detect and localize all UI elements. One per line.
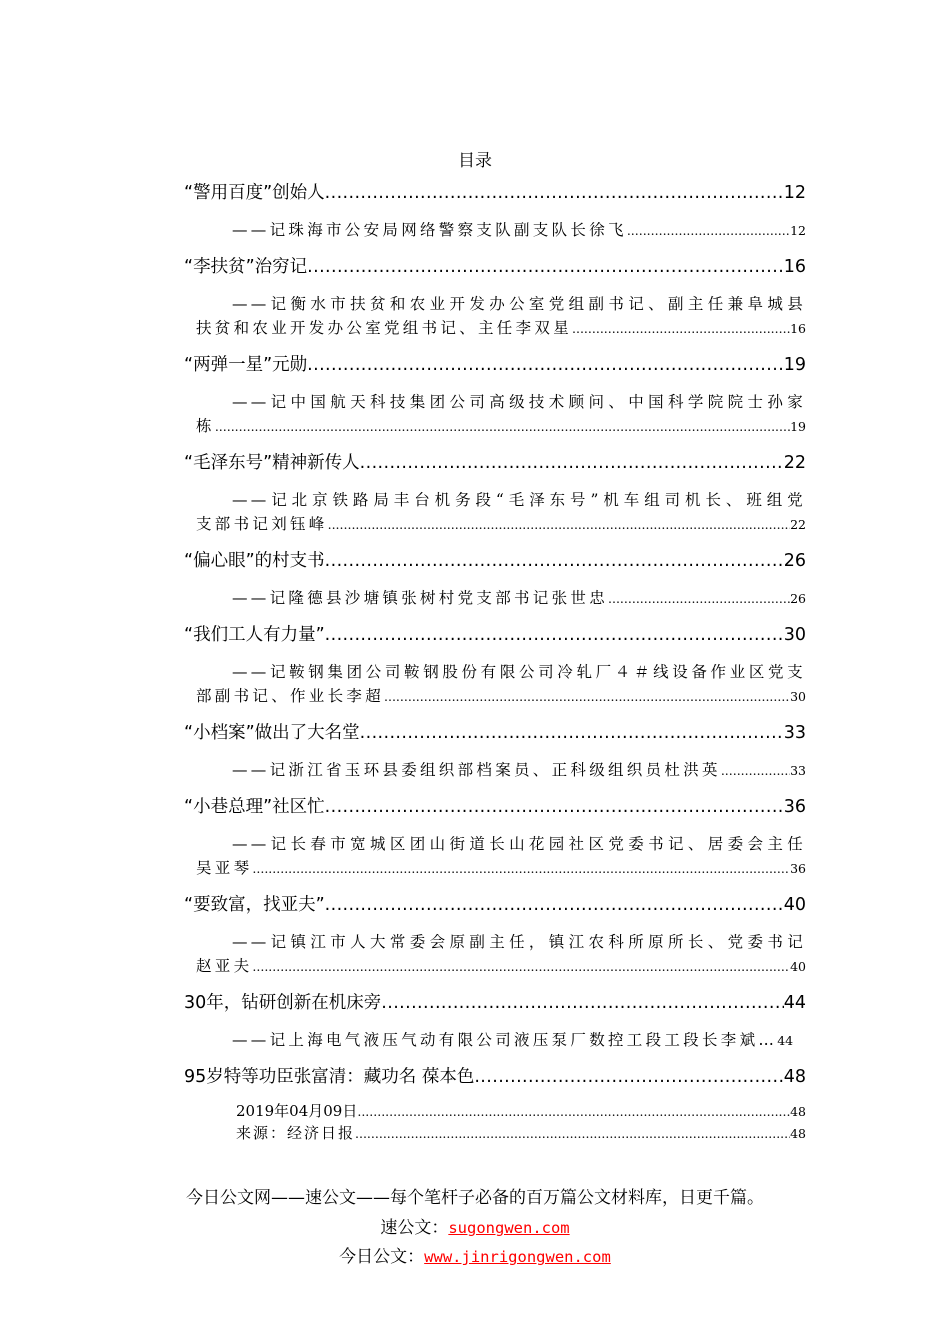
toc-entry-page: 40 — [783, 895, 806, 915]
toc-source-page: 48 — [790, 1126, 806, 1141]
toc-entry[interactable] — [184, 618, 806, 652]
toc-entry-title: “毛泽东号”精神新传人 — [184, 453, 360, 473]
toc-subentry-text-first: ——记中国航天科技集团公司高级技术顾问、中国科学院院士孙家 — [232, 393, 806, 411]
toc-source-text: 来源：经济日报 — [236, 1124, 356, 1142]
toc-entry-title: “警用百度”创始人 — [184, 183, 325, 203]
toc-subentry-page: 36 — [790, 861, 806, 876]
toc-subentry-page: 33 — [790, 763, 806, 778]
toc-entry-title: “要致富，找亚夫” — [184, 895, 325, 915]
toc-entry-title: 30年，钻研创新在机床旁 — [184, 993, 382, 1013]
toc-subentry-text: 赵亚夫 — [196, 957, 253, 975]
toc-entry-title: “小档案”做出了大名堂 — [184, 723, 360, 743]
toc-subentry-text: ——记珠海市公安局网络警察支队副支队长徐飞 — [232, 221, 627, 239]
toc-entry-page: 12 — [783, 183, 806, 203]
toc-entry-page: 16 — [783, 257, 806, 277]
toc-entry[interactable] — [184, 888, 806, 922]
toc-subentry[interactable] — [184, 284, 806, 348]
toc-entry-page: 44 — [783, 993, 806, 1013]
toc-subentry-page: 22 — [790, 517, 806, 532]
toc-subentry-page: 12 — [790, 223, 806, 238]
toc-entry[interactable] — [184, 176, 806, 210]
footer-jinrigongwen-line — [0, 1242, 950, 1267]
toc-subentry[interactable] — [184, 652, 806, 716]
toc-entry[interactable] — [184, 986, 806, 1020]
toc-entry-page: 26 — [783, 551, 806, 571]
footer-jinrigongwen-label: 今日公文： — [339, 1247, 425, 1267]
toc-subentry-text-first: ——记镇江市人大常委会原副主任，镇江农科所原所长、党委书记 — [232, 933, 806, 951]
toc-subentry-page: 16 — [790, 321, 806, 336]
jinrigongwen-link[interactable]: www.jinrigongwen.com — [424, 1248, 611, 1266]
sugongwen-link[interactable]: sugongwen.com — [448, 1219, 570, 1237]
toc-subentry[interactable] — [184, 750, 806, 790]
toc-entry[interactable] — [184, 250, 806, 284]
toc-subentry-text: ——记浙江省玉环县委组织部档案员、正科级组织员杜洪英 — [232, 761, 721, 779]
toc-entry-title: “偏心眼”的村支书 — [184, 551, 325, 571]
toc-subentry-page: 40 — [790, 959, 806, 974]
toc-entry-page: 19 — [783, 355, 806, 375]
toc-date-line[interactable] — [184, 1100, 806, 1122]
toc-subentry-text-first: ——记北京铁路局丰台机务段“毛泽东号”机车组司机长、班组党 — [232, 491, 806, 509]
footer-sugongwen-label: 速公文： — [380, 1218, 449, 1238]
toc-subentry-text: 扶贫和农业开发办公室党组书记、主任李双星 — [196, 319, 573, 337]
toc-entry-title: 95岁特等功臣张富清：藏功名 葆本色 — [184, 1067, 475, 1087]
toc-entry-title: “我们工人有力量” — [184, 625, 325, 645]
toc-subentry-text: ——记隆德县沙塘镇张树村党支部书记张世忠 — [232, 589, 609, 607]
toc-subentry[interactable] — [184, 922, 806, 986]
toc-subentry-text: 部副书记、作业长李超 — [196, 687, 385, 705]
toc-subentry-page: 26 — [790, 591, 806, 606]
toc-subentry-text-first: ——记长春市宽城区团山街道长山花园社区党委书记、居委会主任 — [232, 835, 806, 853]
toc-subentry[interactable] — [184, 210, 806, 250]
toc-subentry[interactable] — [184, 480, 806, 544]
toc-entry-page: 48 — [783, 1067, 806, 1087]
toc-entry-page: 33 — [783, 723, 806, 743]
toc-subentry-text-first: ——记鞍钢集团公司鞍钢股份有限公司冷轧厂４＃线设备作业区党支 — [232, 663, 806, 681]
toc-entry[interactable] — [184, 446, 806, 480]
toc-subentry-text: 栋 — [196, 417, 215, 435]
toc-entry-page: 22 — [783, 453, 806, 473]
toc-subentry[interactable] — [184, 824, 806, 888]
toc-entry-title: “小巷总理”社区忙 — [184, 797, 325, 817]
toc-subentry[interactable] — [184, 382, 806, 446]
toc-entry-page: 36 — [783, 797, 806, 817]
toc-subentry-page: 19 — [790, 419, 806, 434]
footer-sugongwen-line — [0, 1213, 950, 1238]
toc-entry-page: 30 — [783, 625, 806, 645]
table-of-contents — [184, 176, 806, 1144]
footer-promo-line: 今日公文网——速公文——每个笔杆子必备的百万篇公文材料库，日更千篇。 — [186, 1188, 764, 1208]
toc-entry[interactable] — [184, 1060, 806, 1094]
toc-subentry-text-first: ——记衡水市扶贫和农业开发办公室党组副书记、副主任兼阜城县 — [232, 295, 806, 313]
toc-subentry[interactable] — [184, 1020, 806, 1060]
toc-subentry-text: ——记上海电气液压气动有限公司液压泵厂数控工段工段长李斌… — [232, 1031, 778, 1049]
toc-entry-title: “两弹一星”元勋 — [184, 355, 308, 375]
toc-entry[interactable] — [184, 544, 806, 578]
toc-title: 目录 — [458, 151, 492, 171]
toc-subentry[interactable] — [184, 578, 806, 618]
toc-subentry-page: 30 — [790, 689, 806, 704]
toc-subentry-text: 吴亚琴 — [196, 859, 253, 877]
toc-entry-title: “李扶贫”治穷记 — [184, 257, 308, 277]
toc-source-line[interactable] — [184, 1122, 806, 1144]
toc-date-page: 48 — [790, 1104, 806, 1119]
toc-subentry-text: 支部书记刘钰峰 — [196, 515, 328, 533]
toc-entry[interactable] — [184, 790, 806, 824]
toc-date-text: 2019年04月09日 — [236, 1102, 358, 1120]
toc-entry[interactable] — [184, 716, 806, 750]
toc-entry[interactable] — [184, 348, 806, 382]
toc-subentry-page: 44 — [777, 1033, 794, 1048]
